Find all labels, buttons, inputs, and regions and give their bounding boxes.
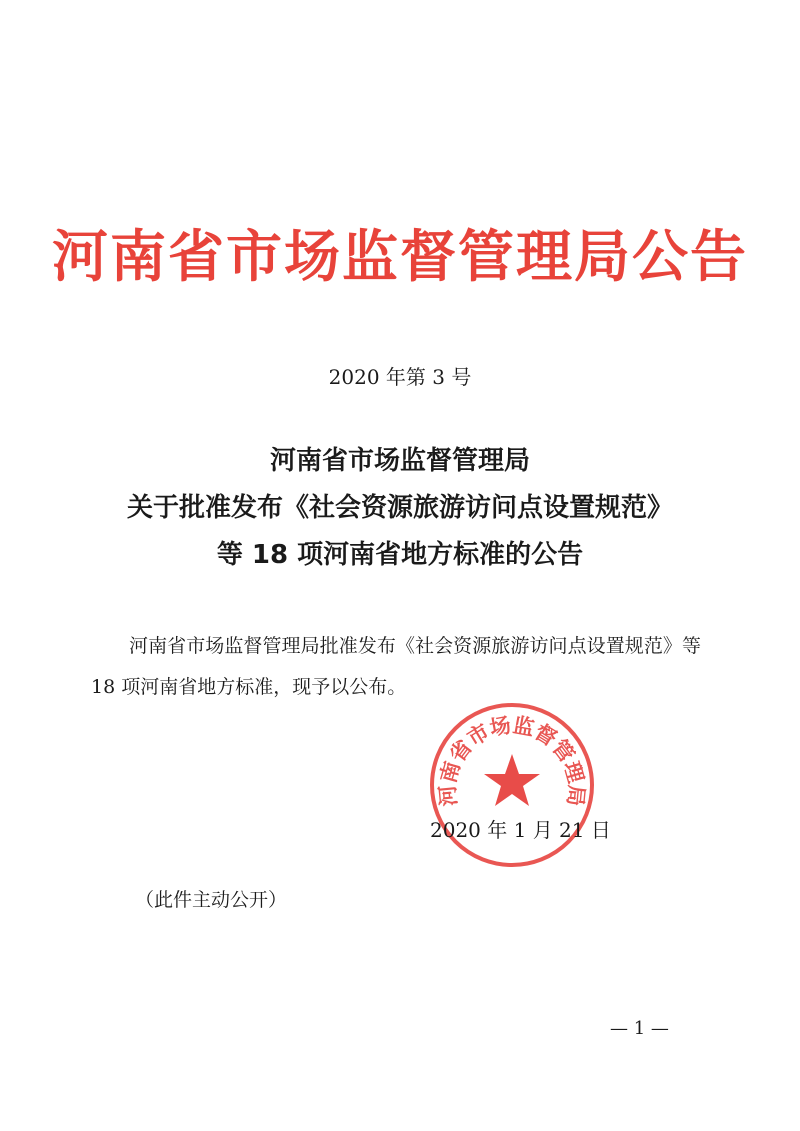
star-icon [484, 754, 540, 806]
title-line: 河南省市场监督管理局 [269, 446, 530, 476]
disclosure-note: （此件主动公开） [135, 889, 288, 911]
document-title [0, 438, 800, 579]
masthead-title: 河南省市场监督管理局公告 [52, 225, 748, 290]
body-paragraph: 河南省市场监督管理局批准发布《社会资源旅游访问点设置规范》等 18 项河南省地方标准，现予以公布。 [91, 635, 701, 698]
seal-text: 河南省市场监督管理局 [435, 713, 589, 808]
document-number: 2020 年第 3 号 [328, 365, 472, 389]
title-line: 关于批准发布《社会资源旅游访问点设置规范》 [126, 493, 673, 523]
issue-date: 2020 年 1 月 21 日 [430, 818, 611, 842]
title-line: 等 18 项河南省地方标准的公告 [216, 540, 584, 570]
page-number: — 1 — [610, 1018, 669, 1039]
